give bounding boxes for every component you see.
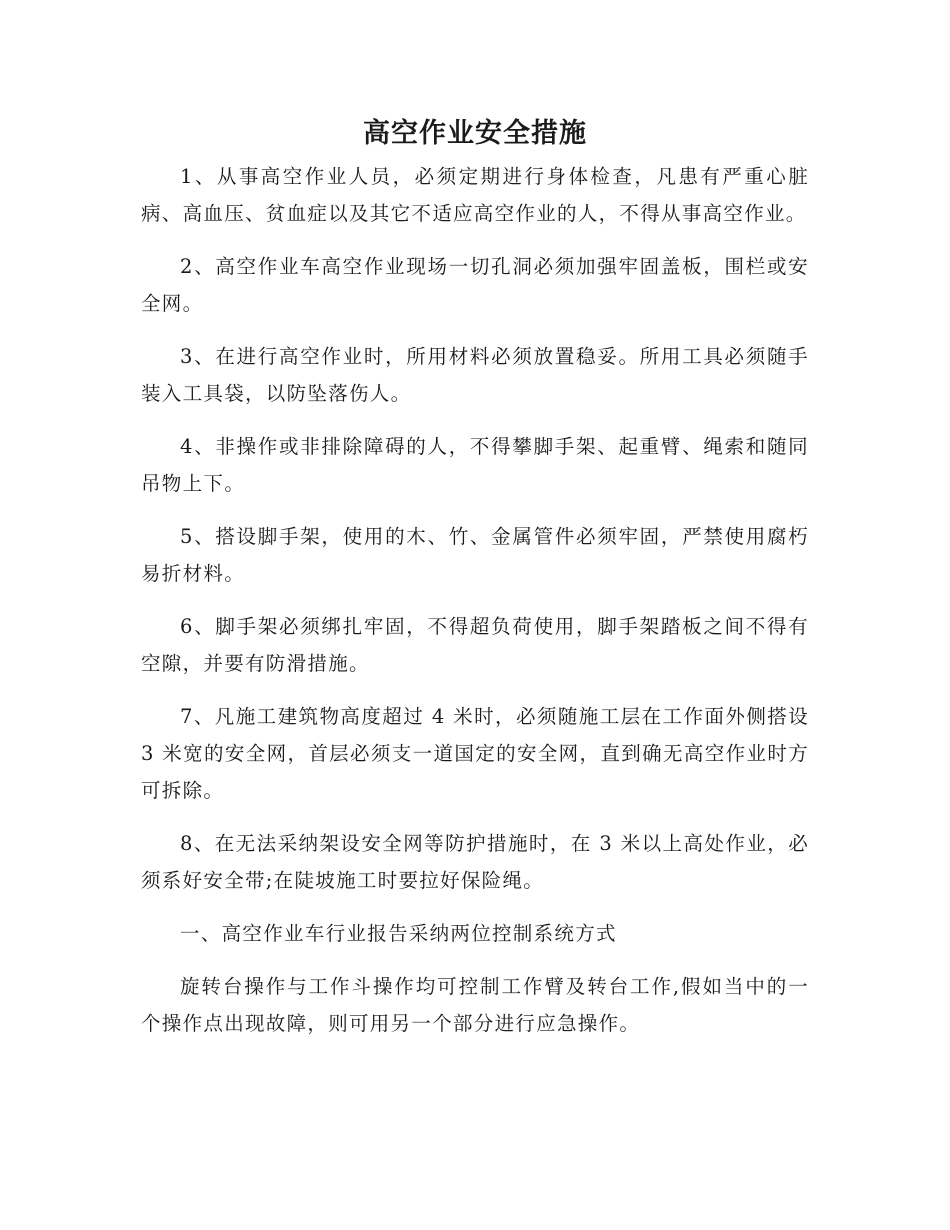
paragraph-4: 4、非操作或非排除障碍的人，不得攀脚手架、起重臂、绳索和随同吊物上下。 bbox=[141, 435, 809, 495]
paragraph-7: 7、凡施工建筑物高度超过 4 米时，必须随施工层在工作面外侧搭设 3 米宽的安全网，首层必须支一道国定的安全网，直到确无高空作业时方可拆除。 bbox=[141, 705, 809, 802]
paragraph-9: 旋转台操作与工作斗操作均可控制工作臂及转台工作,假如当中的一个操作点出现故障，则可用另一个部分进行应急操作。 bbox=[141, 975, 809, 1035]
paragraph-3: 3、在进行高空作业时，所用材料必须放置稳妥。所用工具必须随手装入工具袋，以防坠落伤人。 bbox=[141, 345, 809, 405]
paragraph-1: 1、从事高空作业人员，必须定期进行身体检查，凡患有严重心脏病、高血压、贫血症以及其它不适应高空作业的人，不得从事高空作业。 bbox=[141, 165, 809, 225]
paragraph-6: 6、脚手架必须绑扎牢固，不得超负荷使用，脚手架踏板之间不得有空隙，并要有防滑措施。 bbox=[141, 615, 809, 675]
document-page bbox=[141, 112, 809, 1058]
paragraph-8: 8、在无法采纳架设安全网等防护措施时，在 3 米以上高处作业，必须系好安全带;在陡坡施工时要拉好保险绳。 bbox=[141, 832, 809, 892]
document-title: 高空作业安全措施 bbox=[363, 118, 587, 149]
section-heading: 一、高空作业车行业报告采纳两位控制系统方式 bbox=[180, 922, 617, 945]
paragraph-5: 5、搭设脚手架，使用的木、竹、金属管件必须牢固，严禁使用腐朽易折材料。 bbox=[141, 525, 809, 585]
paragraph-2: 2、高空作业车高空作业现场一切孔洞必须加强牢固盖板，围栏或安全网。 bbox=[141, 255, 809, 315]
